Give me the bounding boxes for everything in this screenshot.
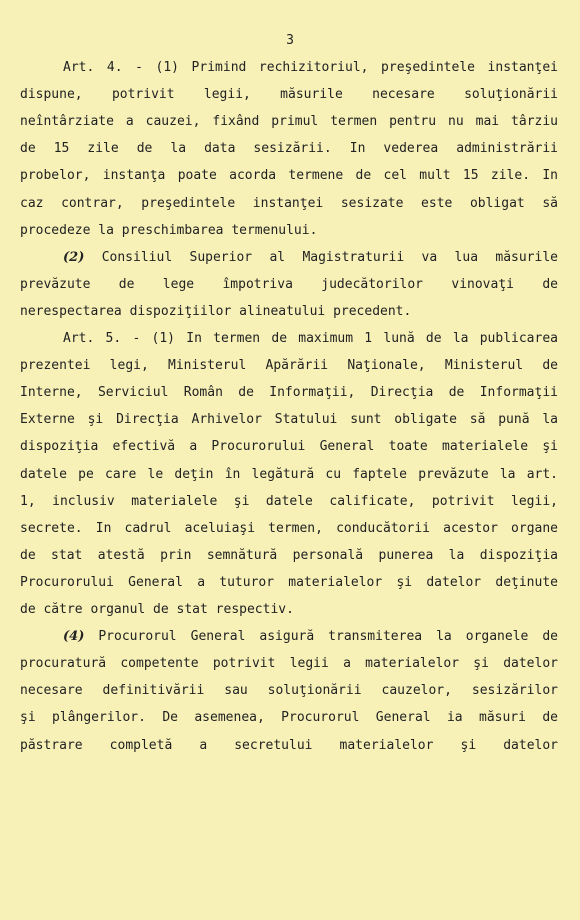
text-line: [20, 547, 558, 565]
line-text: şi plângerilor. De asemenea, Procurorul General ia măsuri de: [20, 710, 558, 726]
line-text: caz contrar, preşedintele instanţei sesizate este obligat să: [20, 195, 558, 211]
line-text: de stat atestă prin semnătură personală punerea la dispoziţia: [20, 547, 558, 563]
line-text: datele pe care le deţin în legătură cu faptele prevăzute la art.: [20, 466, 558, 482]
text-line: [20, 222, 558, 240]
text-line: [20, 140, 558, 158]
line-text: procuratură competente potrivit legii a materialelor şi datelor: [20, 656, 558, 672]
line-text: Externe şi Direcţia Arhivelor Statului sunt obligate să pună la: [20, 412, 558, 428]
text-line: [20, 737, 558, 755]
text-line: [20, 86, 558, 104]
text-line: [20, 195, 558, 213]
line-text: secrete. In cadrul aceluiaşi termen, conducătorii acestor organe: [20, 520, 558, 536]
line-text: dispune, potrivit legii, măsurile necesare soluţionării: [20, 87, 558, 103]
line-text: procedeze la preschimbarea termenului.: [20, 222, 318, 238]
text-line: [20, 411, 558, 429]
line-text: prezentei legi, Ministerul Apărării Naţionale, Ministerul de: [20, 358, 558, 374]
line-text: Procurorului General a tuturor materialelor şi datelor deţinute: [20, 574, 558, 590]
text-line: [20, 167, 558, 185]
handwritten-paragraph-mark: (2): [63, 249, 85, 265]
text-line: [20, 520, 558, 538]
line-text: neîntârziate a cauzei, fixând primul termen pentru nu mai târziu: [20, 114, 558, 130]
line-text: păstrare completă a secretului materialelor şi datelor: [20, 737, 558, 753]
text-line: [20, 276, 558, 294]
line-text: Art. 4. - (1) Primind rechizitoriul, preşedintele instanţei: [63, 60, 558, 75]
text-line: [20, 357, 558, 375]
text-line: [20, 113, 558, 131]
text-line: [20, 384, 558, 402]
text-line: [63, 59, 558, 77]
text-line: [20, 709, 558, 727]
text-line: [20, 438, 558, 456]
text-line: [63, 628, 558, 646]
text-line: [20, 601, 558, 619]
line-text: nerespectarea dispoziţiilor alineatului precedent.: [20, 303, 412, 319]
text-line: [20, 493, 558, 511]
line-text: Procurorul General asigură transmiterea la organele de: [84, 629, 558, 645]
text-line: [63, 249, 558, 267]
line-text: necesare definitivării sau soluţionării cauzelor, sesizărilor: [20, 683, 558, 699]
line-text: dispoziţia efectivă a Procurorului General toate materialele şi: [20, 439, 558, 455]
line-text: Art. 5. - (1) In termen de maximum 1 lună de la publicarea: [63, 331, 558, 346]
line-text: 1, inclusiv materialele şi datele calificate, potrivit legii,: [20, 493, 558, 509]
text-line: [20, 466, 558, 484]
text-line: [20, 574, 558, 592]
line-text: de către organul de stat respectiv.: [20, 602, 294, 617]
line-text: prevăzute de lege împotriva judecătorilor vinovaţi de: [20, 276, 558, 292]
page-number: 3: [286, 33, 294, 48]
text-line: [63, 330, 558, 348]
text-line: [20, 655, 558, 673]
line-text: de 15 zile de la data sesizării. In vederea administrării: [20, 141, 558, 157]
line-text: Consiliul Superior al Magistraturii va lua măsurile: [84, 249, 558, 265]
text-line: [20, 303, 558, 321]
handwritten-paragraph-mark: (4): [63, 629, 85, 645]
line-text: probelor, instanţa poate acorda termene de cel mult 15 zile. In: [20, 168, 558, 184]
line-text: Interne, Serviciul Român de Informaţii, Direcţia de Informaţii: [20, 385, 558, 401]
text-line: [20, 682, 558, 700]
